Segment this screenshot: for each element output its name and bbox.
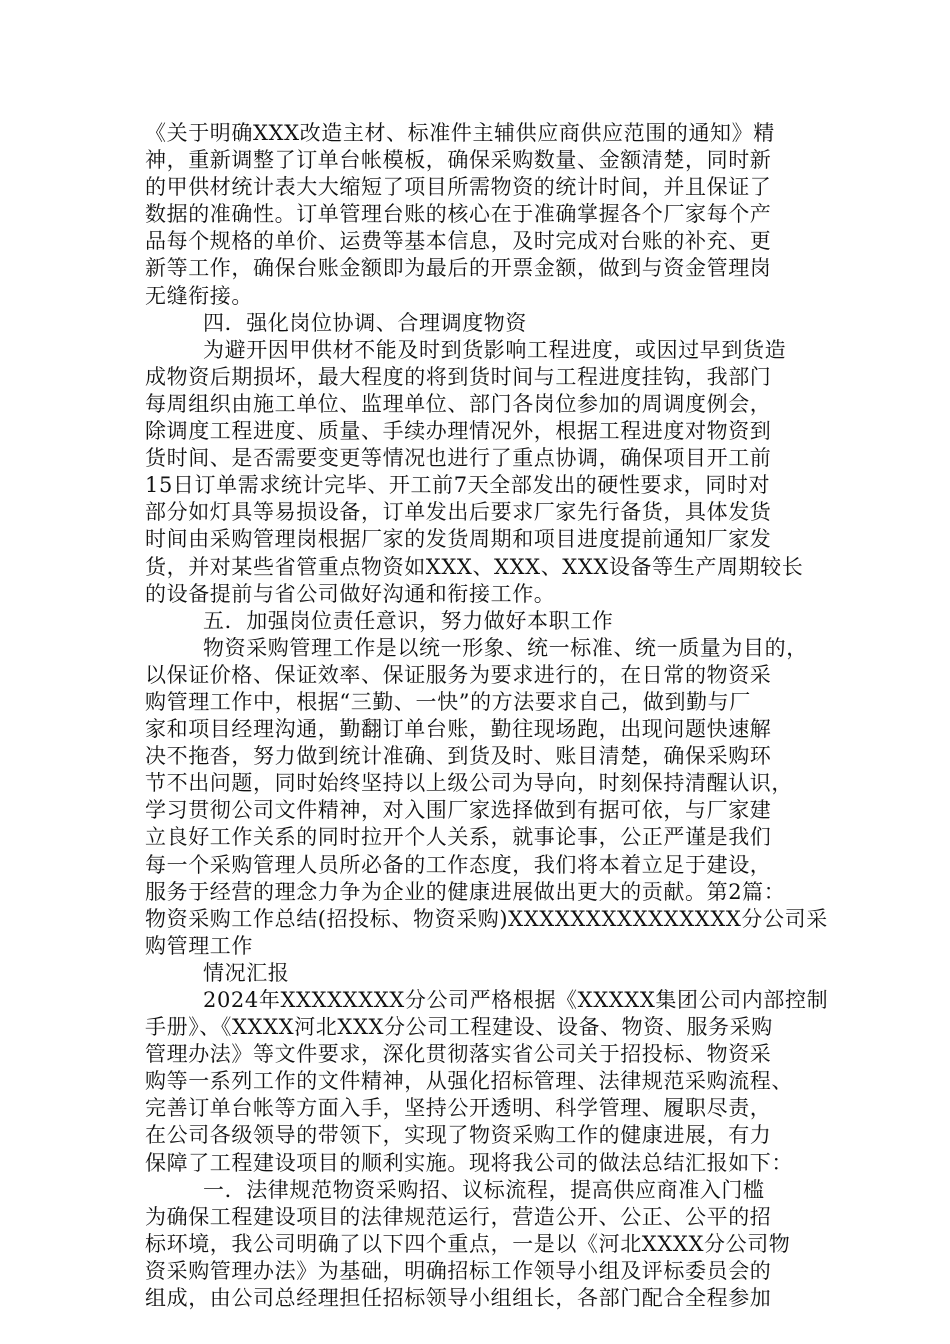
text-line: 货，并对某些省管重点物资如XXX、XXX、XXX设备等生产周期较长 [145, 554, 804, 579]
text-line: 15日订单需求统计完毕、开工前7天全部发出的硬性要求，同时对 [145, 473, 771, 498]
text-line: 在公司各级领导的带领下，实现了物资采购工作的健康进展，有力 [145, 1123, 772, 1148]
paragraph-start-line: 一．法律规范物资采购招、议标流程，提高供应商准入门槛 [203, 1177, 765, 1202]
text-line: 《关于明确XXX改造主材、标准件主辅供应商供应范围的通知》精 [145, 121, 775, 145]
text-line: 购等一系列工作的文件精神，从强化招标管理、法律规范采购流程、 [145, 1069, 793, 1094]
text-line: 以保证价格、保证效率、保证服务为要求进行的，在日常的物资采 [145, 662, 772, 687]
text-line: 购管理工作中，根据“三勤、一快”的方法要求自己，做到勤与厂 [145, 689, 751, 714]
text-line: 标环境，我公司明确了以下四个重点，一是以《河北XXXX分公司物 [145, 1231, 791, 1256]
text-line: 管理办法》等文件要求，深化贯彻落实省公司关于招投标、物资采 [145, 1042, 772, 1067]
text-line: 成物资后期损坏，最大程度的将到货时间与工程进度挂钩，我部门 [145, 364, 772, 389]
text-line: 部分如灯具等易损设备，订单发出后要求厂家先行备货，具体发货 [145, 500, 772, 525]
paragraph-start-line: 四．强化岗位协调、合理调度物资 [203, 310, 527, 335]
text-line: 新等工作，确保台账金额即为最后的开票金额，做到与资金管理岗 [145, 256, 772, 281]
text-line: 的设备提前与省公司做好沟通和衔接工作。 [145, 581, 556, 606]
paragraph-start-line: 2024年XXXXXXXX分公司严格根据《XXXXX集团公司内部控制 [203, 988, 829, 1012]
text-line: 购管理工作 [145, 933, 253, 958]
text-line: 每周组织由施工单位、监理单位、部门各岗位参加的周调度例会， [145, 391, 772, 416]
text-line: 时间由采购管理岗根据厂家的发货周期和项目进度提前通知厂家发 [145, 527, 772, 552]
text-line: 除调度工程进度、质量、手续办理情况外，根据工程进度对物资到 [145, 419, 772, 444]
text-line: 家和项目经理沟通，勤翻订单台账，勤往现场跑，出现问题快速解 [145, 717, 772, 742]
paragraph-start-line: 情况汇报 [203, 960, 290, 985]
paragraph-start-line: 五．加强岗位责任意识，努力做好本职工作 [203, 608, 614, 633]
text-line: 手册》、《XXXX河北XXX分公司工程建设、设备、物资、服务采购 [145, 1015, 773, 1040]
document-body [145, 120, 950, 1312]
text-line: 决不拖沓，努力做到统计准确、到货及时、账目清楚，确保采购环 [145, 744, 772, 769]
text-line: 的甲供材统计表大大缩短了项目所需物资的统计时间，并且保证了 [145, 175, 772, 200]
text-line: 品每个规格的单价、运费等基本信息，及时完成对台账的补充、更 [145, 229, 772, 254]
text-line: 为确保工程建设项目的法律规范运行，营造公开、公正、公平的招 [145, 1204, 772, 1229]
text-line: 服务于经营的理念力争为企业的健康进展做出更大的贡献。第2篇： [145, 879, 786, 904]
text-line: 无缝衔接。 [145, 283, 253, 308]
text-line: 神，重新调整了订单台帐模板，确保采购数量、金额清楚，同时新 [145, 148, 772, 173]
text-line: 每一个采购管理人员所必备的工作态度，我们将本着立足于建设， [145, 852, 772, 877]
text-line: 节不出问题，同时始终坚持以上级公司为导向，时刻保持清醒认识， [145, 771, 793, 796]
text-line: 物资采购工作总结(招投标、物资采购)XXXXXXXXXXXXXXX分公司采 [145, 906, 828, 931]
text-line: 学习贯彻公司文件精神，对入围厂家选择做到有据可依，与厂家建 [145, 798, 772, 823]
text-line: 数据的准确性。订单管理台账的核心在于准确掌握各个厂家每个产 [145, 202, 772, 227]
text-line: 货时间、是否需要变更等情况也进行了重点协调，确保项目开工前 [145, 446, 772, 471]
paragraph-start-line: 物资采购管理工作是以统一形象、统一标准、统一质量为目的， [203, 635, 808, 660]
paragraph-start-line: 为避开因甲供材不能及时到货影响工程进度，或因过早到货造 [203, 337, 787, 362]
text-line: 立良好工作关系的同时拉开个人关系，就事论事，公正严谨是我们 [145, 825, 772, 850]
text-line: 资采购管理办法》为基础，明确招标工作领导小组及评标委员会的 [145, 1258, 772, 1283]
text-line: 保障了工程建设项目的顺利实施。现将我公司的做法总结汇报如下： [145, 1150, 793, 1175]
text-line: 完善订单台帐等方面入手，坚持公开透明、科学管理、履职尽责， [145, 1096, 772, 1121]
text-line: 组成，由公司总经理担任招标领导小组组长，各部门配合全程参加 [145, 1286, 772, 1311]
